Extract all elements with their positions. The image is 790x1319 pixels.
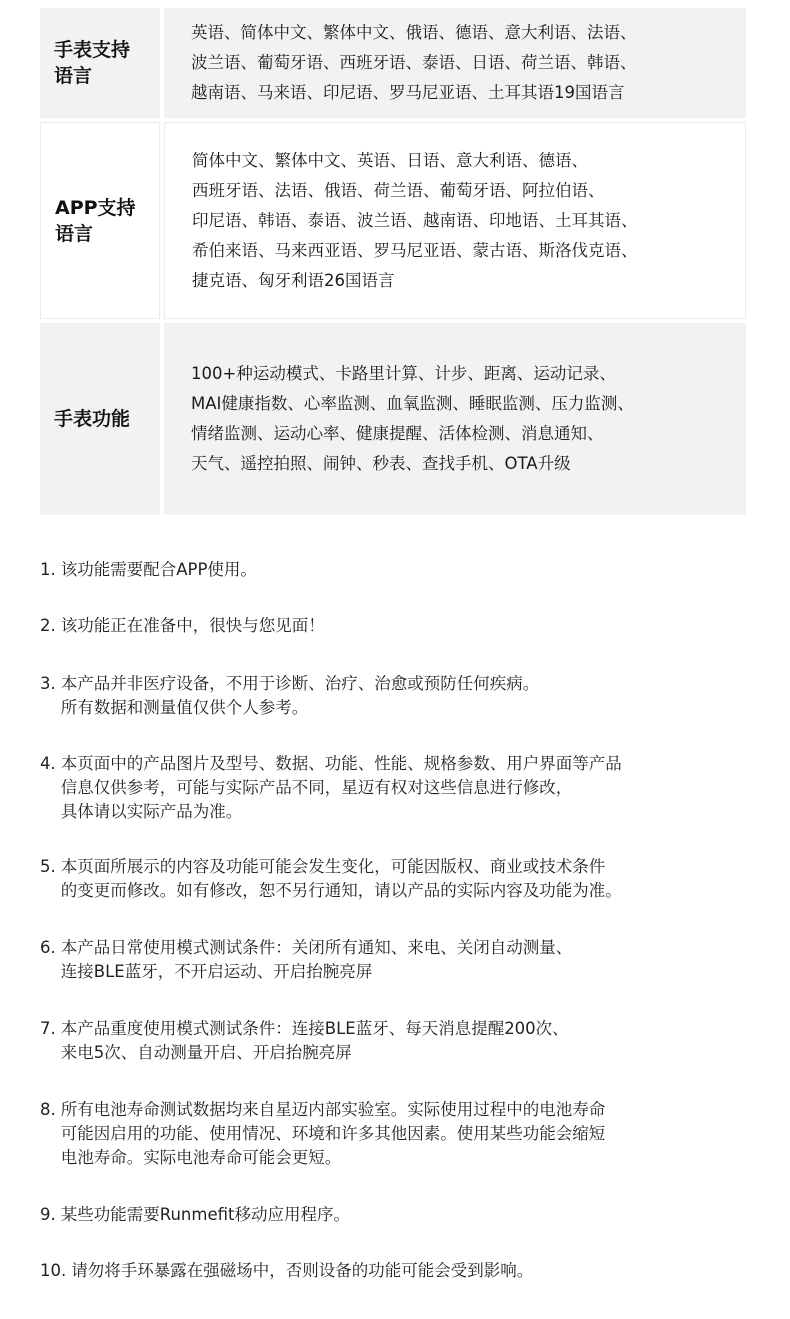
footnote-number: 2. — [40, 616, 56, 635]
footnote-number: 8. — [40, 1100, 56, 1119]
spec-row-watch-languages — [40, 8, 746, 118]
footnote — [40, 1017, 569, 1065]
footnote — [40, 855, 622, 903]
footnote — [40, 1259, 533, 1283]
footnote-text: 所有电池寿命测试数据均来自星迈内部实验室。实际使用过程中的电池寿命 可能因启用的功能、使用情况、环境和许多其他因素。使用某些功能会缩短 电池寿命。实际电池寿命可能会更短。 — [60, 1100, 606, 1167]
footnote-text: 本产品日常使用模式测试条件：关闭所有通知、来电、关闭自动测量、 连接BLE蓝牙，不开启运动、开启抬腕亮屏 — [60, 938, 573, 981]
spec-label: APP支持 语言 — [40, 122, 160, 319]
spec-label: 手表支持 语言 — [40, 8, 160, 118]
footnote-text: 该功能需要配合APP使用。 — [60, 560, 257, 579]
footnote — [40, 558, 257, 582]
footnote-number: 9. — [40, 1205, 56, 1224]
footnote-number: 10. — [40, 1261, 67, 1280]
spec-table — [40, 8, 746, 519]
footnote — [40, 752, 622, 824]
footnote-number: 7. — [40, 1019, 56, 1038]
spec-value: 100+种运动模式、卡路里计算、计步、距离、运动记录、 MAI健康指数、心率监测、血氧监测、睡眠监测、压力监测、 情绪监测、运动心率、健康提醒、活体检测、消息通知、 天气、遥控拍照、闹钟、秒表、查找手机、OTA升级 — [164, 323, 746, 515]
footnote-text: 本页面所展示的内容及功能可能会发生变化，可能因版权、商业或技术条件 的变更而修改。如有修改，恕不另行通知，请以产品的实际内容及功能为准。 — [60, 857, 622, 900]
footnote-text: 本产品并非医疗设备，不用于诊断、治疗、治愈或预防任何疾病。 所有数据和测量值仅供个人参考。 — [60, 674, 540, 717]
spec-label: 手表功能 — [40, 323, 160, 515]
footnote — [40, 614, 325, 638]
footnote — [40, 672, 539, 720]
footnote-text: 本页面中的产品图片及型号、数据、功能、性能、规格参数、用户界面等产品 信息仅供参考，可能与实际产品不同，星迈有权对这些信息进行修改， 具体请以实际产品为准。 — [60, 754, 622, 821]
footnote-number: 5. — [40, 857, 56, 876]
footnote-text: 请勿将手环暴露在强磁场中，否则设备的功能可能会受到影响。 — [71, 1261, 534, 1280]
spec-value: 简体中文、繁体中文、英语、日语、意大利语、德语、 西班牙语、法语、俄语、荷兰语、葡萄牙语、阿拉伯语、 印尼语、韩语、泰语、波兰语、越南语、印地语、土耳其语、 希伯来语、马来西亚语、罗马尼亚语、蒙古语、斯洛伐克语、 捷克语、匈牙利语26国语言 — [164, 122, 746, 319]
spec-row-watch-features — [40, 323, 746, 515]
footnote — [40, 936, 572, 984]
footnote-number: 6. — [40, 938, 56, 957]
footnote-text: 某些功能需要Runmefit移动应用程序。 — [60, 1205, 350, 1224]
footnote-text: 该功能正在准备中，很快与您见面！ — [60, 616, 325, 635]
footnote — [40, 1098, 605, 1170]
footnote-number: 3. — [40, 674, 56, 693]
footnote — [40, 1203, 350, 1227]
footnote-number: 4. — [40, 754, 56, 773]
spec-row-app-languages — [40, 122, 746, 319]
footnote-number: 1. — [40, 560, 56, 579]
footnote-text: 本产品重度使用模式测试条件：连接BLE蓝牙、每天消息提醒200次、 来电5次、自动测量开启、开启抬腕亮屏 — [60, 1019, 569, 1062]
spec-value: 英语、简体中文、繁体中文、俄语、德语、意大利语、法语、 波兰语、葡萄牙语、西班牙语、泰语、日语、荷兰语、韩语、 越南语、马来语、印尼语、罗马尼亚语、土耳其语19国语言 — [164, 8, 746, 118]
